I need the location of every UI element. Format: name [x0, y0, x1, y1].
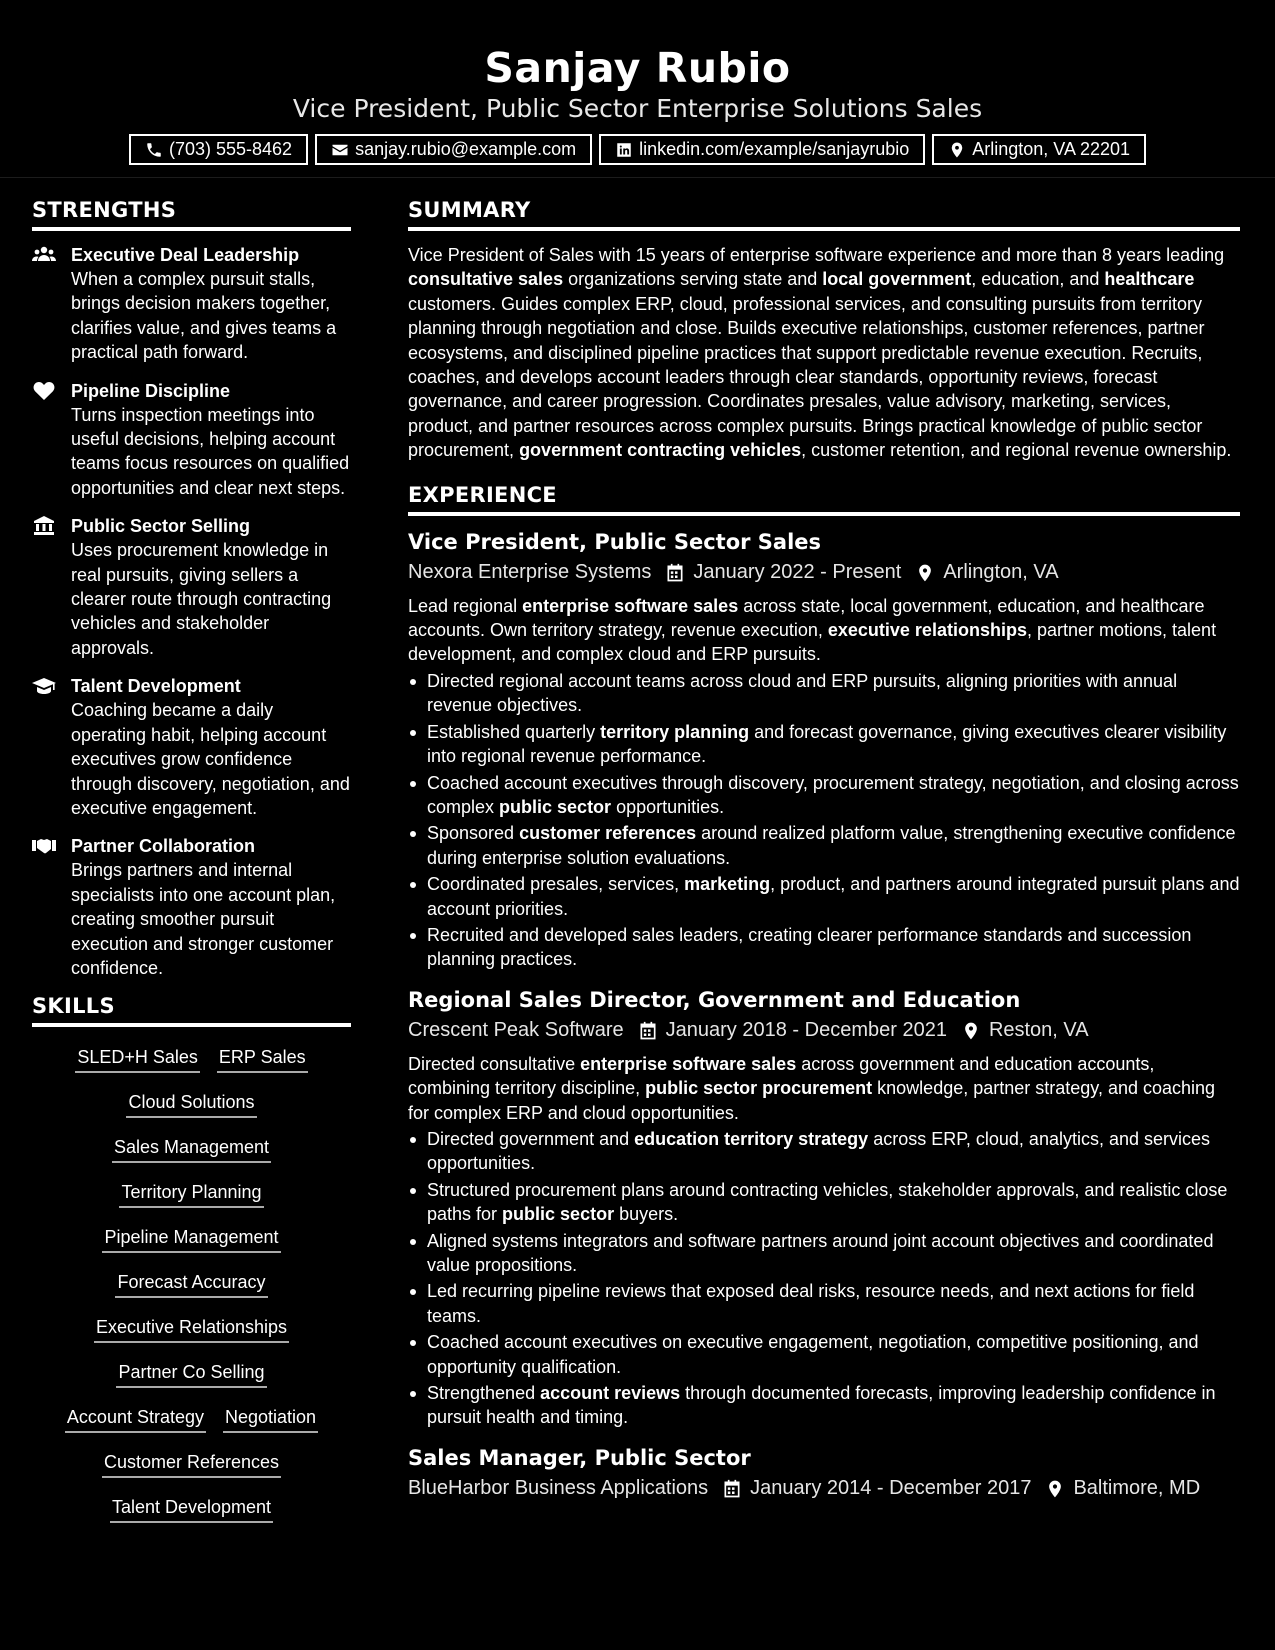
strength-name: Public Sector Selling: [71, 516, 251, 537]
bold-phrase: account reviews: [540, 1383, 681, 1404]
phone-icon: [145, 141, 163, 159]
strength-name: Partner Collaboration: [71, 836, 256, 857]
skill-tag: SLED+H Sales: [75, 1045, 200, 1073]
skill-row: [110, 1495, 273, 1540]
contact-email[interactable]: [315, 134, 592, 165]
text-segment: , partner motions, talent development, and complex cloud and ERP pursuits.: [408, 620, 1217, 665]
contact-bar: [0, 134, 1275, 165]
map-pin-icon: [1045, 1479, 1065, 1499]
bold-phrase: consultative sales: [408, 269, 564, 290]
job-dates: January 2014 - December 2017: [750, 1477, 1032, 1500]
text-segment: across ERP, cloud, analytics, and services opportunities.: [427, 1128, 1211, 1174]
job-location: Arlington, VA: [943, 561, 1059, 584]
bold-phrase: local government: [822, 269, 972, 290]
text-segment: customers. Guides complex ERP, cloud, professional services, and consulting pursuits from territory planning through negotiation and close. Builds executive relationships, customer references, partner ecosystems, and disciplined pipeline practices that support predictable revenue execution. Recruits, coaches, and develops account leaders through clear standards, opportunity reviews, forecast governance, and career progression. Coordinates presales, value advisory, marketing, services, product, and partner resources across complex pursuits. Brings practical knowledge of public sector procurement,: [408, 293, 1205, 461]
users-icon: [32, 245, 56, 265]
job-entry: [408, 528, 1240, 972]
strength-name: Pipeline Discipline: [71, 380, 231, 401]
text-segment: through documented forecasts, improving leadership confidence in pursuit health and timing.: [427, 1383, 1216, 1428]
job-entry: [408, 1444, 1240, 1502]
text-segment: , product, and partners around integrated pursuit plans and account priorities.: [427, 874, 1240, 919]
contact-location[interactable]: [932, 134, 1146, 165]
bold-phrase: public sector procurement: [645, 1078, 873, 1099]
job-bullet: [408, 872, 1240, 921]
text-segment: buyers.: [614, 1204, 679, 1225]
contact-phone[interactable]: [129, 134, 308, 165]
job-meta: [408, 560, 1240, 586]
bold-phrase: enterprise software sales: [580, 1053, 797, 1074]
text-segment: around realized platform value, strengthening executive confidence during enterprise solution evaluations.: [427, 823, 1236, 868]
job-entry: [408, 986, 1240, 1430]
text-segment: Led recurring pipeline reviews that exposed deal risks, resource needs, and next actions for field teams.: [427, 1281, 1195, 1326]
heart-icon: [32, 381, 56, 401]
strength-name: Talent Development: [71, 676, 241, 697]
skill-row: [94, 1315, 289, 1360]
job-company: BlueHarbor Business Applications: [408, 1477, 709, 1500]
job-bullet: [408, 821, 1240, 870]
job-bullet: [408, 1330, 1240, 1379]
strength-name: Executive Deal Leadership: [71, 245, 300, 265]
job-company: Nexora Enterprise Systems: [408, 561, 652, 584]
text-segment: Directed consultative: [408, 1053, 581, 1074]
bold-phrase: government contracting vehicles: [519, 440, 802, 461]
candidate-title: Vice President, Public Sector Enterprise Solutions Sales: [292, 94, 983, 123]
skill-row: [119, 1180, 263, 1225]
text-segment: organizations serving state and: [563, 269, 823, 290]
skill-tag: Executive Relationships: [94, 1315, 289, 1343]
summary-heading: SUMMARY: [408, 198, 1240, 231]
map-pin-icon: [948, 141, 966, 159]
job-location: Reston, VA: [988, 1019, 1089, 1042]
skills-list: [32, 1045, 351, 1540]
text-segment: Lead regional: [408, 595, 523, 616]
skill-tag: ERP Sales: [217, 1045, 308, 1073]
text-segment: across state, local government, education, and healthcare accounts. Own territory strategy, revenue execution,: [408, 595, 1205, 641]
contact-phone-text: (703) 555-8462: [168, 139, 293, 159]
job-title: Vice President, Public Sector Sales: [408, 529, 822, 554]
strength-item: [32, 514, 351, 660]
text-segment: Vice President of Sales with 15 years of enterprise software experience and more than 8 years leading: [408, 245, 1225, 265]
job-company: Crescent Peak Software: [408, 1019, 624, 1042]
strength-item: [32, 243, 351, 365]
skill-tag: Talent Development: [110, 1495, 273, 1523]
envelope-icon: [331, 141, 349, 159]
text-segment: Directed government and: [427, 1128, 635, 1149]
strength-item: [32, 379, 351, 501]
bold-phrase: executive relationships: [827, 620, 1027, 641]
skill-row: [116, 1360, 266, 1405]
strength-description: Coaching became a daily operating habit, helping account executives grow confidence through discovery, negotiation, and executive engagement.: [71, 700, 350, 818]
skill-tag: Pipeline Management: [102, 1225, 280, 1253]
text-segment: Directed regional account teams across cloud and ERP pursuits, aligning priorities with annual revenue objectives.: [427, 670, 1178, 716]
contact-email-text: sanjay.rubio@example.com: [355, 139, 577, 159]
job-description: [408, 1052, 1240, 1125]
strength-item: [32, 674, 351, 820]
job-location: Baltimore, MD: [1073, 1477, 1201, 1500]
map-pin-icon: [961, 1021, 981, 1041]
experience-heading: EXPERIENCE: [408, 483, 1240, 516]
skill-tag: Cloud Solutions: [126, 1090, 256, 1118]
text-segment: Structured procurement plans around contracting vehicles, stakeholder approvals, and realistic close paths for: [427, 1179, 1228, 1225]
job-bullet: [408, 1381, 1240, 1430]
bold-phrase: education territory strategy: [634, 1128, 869, 1149]
text-segment: Recruited and developed sales leaders, creating clearer performance standards and succession planning practices.: [427, 924, 1192, 970]
text-segment: Coordinated presales, services,: [427, 874, 685, 895]
text-segment: , customer retention, and regional revenue ownership.: [801, 440, 1232, 461]
handshake-icon: [32, 836, 56, 856]
text-segment: Aligned systems integrators and software partners around joint account objectives and coordinated value propositions.: [427, 1230, 1214, 1275]
skill-row: [75, 1045, 307, 1090]
skill-row: [65, 1405, 318, 1450]
job-bullet: [408, 1229, 1240, 1278]
skill-row: [102, 1450, 281, 1495]
job-bullets: [408, 669, 1240, 972]
skill-row: [115, 1270, 267, 1315]
job-bullet: [408, 771, 1240, 820]
calendar-icon: [722, 1479, 742, 1499]
strength-item: [32, 834, 351, 980]
strength-description: Turns inspection meetings into useful decisions, helping account teams focus resources on qualified opportunities and clear next steps.: [71, 404, 350, 498]
text-segment: , education, and: [971, 269, 1105, 290]
job-bullets: [408, 1127, 1240, 1430]
text-segment: opportunities.: [611, 796, 725, 817]
text-segment: knowledge, partner strategy, and coaching for complex ERP and cloud opportunities.: [408, 1078, 1216, 1123]
graduation-cap-icon: [32, 676, 56, 696]
skill-row: [102, 1225, 280, 1270]
text-segment: and forecast governance, giving executives clearer visibility into regional revenue performance.: [427, 721, 1227, 767]
skill-tag: Negotiation: [223, 1405, 318, 1433]
skill-tag: Forecast Accuracy: [115, 1270, 267, 1298]
calendar-icon: [665, 563, 685, 583]
text-segment: Established quarterly: [427, 721, 601, 742]
contact-linkedin[interactable]: [599, 134, 925, 165]
contact-linkedin-text: linkedin.com/example/sanjayrubio: [639, 139, 910, 159]
calendar-icon: [638, 1021, 658, 1041]
skill-tag: Territory Planning: [119, 1180, 263, 1208]
job-title: Sales Manager, Public Sector: [408, 1445, 751, 1470]
left-column: [32, 198, 351, 1540]
text-segment: Coached account executives on executive engagement, negotiation, competitive positioning, and opportunity qualification.: [427, 1332, 1199, 1377]
job-title: Regional Sales Director, Government and Education: [408, 987, 1021, 1012]
text-segment: Strengthened: [427, 1383, 541, 1404]
skill-tag: Customer References: [102, 1450, 281, 1478]
strength-description: Brings partners and internal specialists into one account plan, creating smoother pursuit execution and stronger customer confidence.: [71, 860, 336, 978]
job-bullet: [408, 669, 1240, 718]
bank-icon: [32, 516, 56, 536]
skill-tag: Sales Management: [112, 1135, 271, 1163]
bold-phrase: public sector: [502, 1204, 615, 1225]
strength-description: Uses procurement knowledge in real pursuits, giving sellers a clearer route through contracting vehicles and stakeholder approvals.: [71, 540, 332, 658]
linkedin-icon: [615, 141, 633, 159]
strength-description: When a complex pursuit stalls, brings decision makers together, clarifies value, and gives teams a practical path forward.: [71, 269, 337, 363]
job-bullet: [408, 1178, 1240, 1227]
map-pin-icon: [915, 563, 935, 583]
experience-list: [408, 528, 1240, 1502]
strengths-heading: STRENGTHS: [32, 198, 351, 231]
summary-text: [408, 243, 1240, 463]
bold-phrase: healthcare: [1104, 269, 1195, 290]
contact-location-text: Arlington, VA 22201: [972, 139, 1131, 159]
bold-phrase: territory planning: [600, 721, 750, 742]
job-dates: January 2018 - December 2021: [665, 1019, 947, 1042]
job-meta: [408, 1476, 1240, 1502]
skill-row: [112, 1135, 271, 1180]
skill-tag: Partner Co Selling: [116, 1360, 266, 1388]
job-bullet: [408, 923, 1240, 972]
job-description: [408, 594, 1240, 667]
resume-header: [0, 0, 1275, 178]
skill-tag: Account Strategy: [65, 1405, 206, 1433]
bold-phrase: customer references: [519, 823, 697, 844]
job-meta: [408, 1018, 1240, 1044]
text-segment: across government and education accounts, combining territory discipline,: [408, 1053, 1155, 1099]
bold-phrase: marketing: [684, 874, 771, 895]
bold-phrase: enterprise software sales: [522, 595, 739, 616]
job-bullet: [408, 1127, 1240, 1176]
skills-heading: SKILLS: [32, 994, 351, 1027]
right-column: [408, 198, 1240, 1516]
text-segment: Sponsored: [427, 823, 520, 844]
job-bullet: [408, 1279, 1240, 1328]
skill-row: [126, 1090, 256, 1135]
text-segment: Coached account executives through discovery, procurement strategy, negotiation, and closing across complex: [427, 772, 1239, 817]
candidate-name: Sanjay Rubio: [484, 44, 791, 92]
job-bullet: [408, 720, 1240, 769]
job-dates: January 2022 - Present: [693, 561, 902, 584]
bold-phrase: public sector: [499, 796, 612, 817]
